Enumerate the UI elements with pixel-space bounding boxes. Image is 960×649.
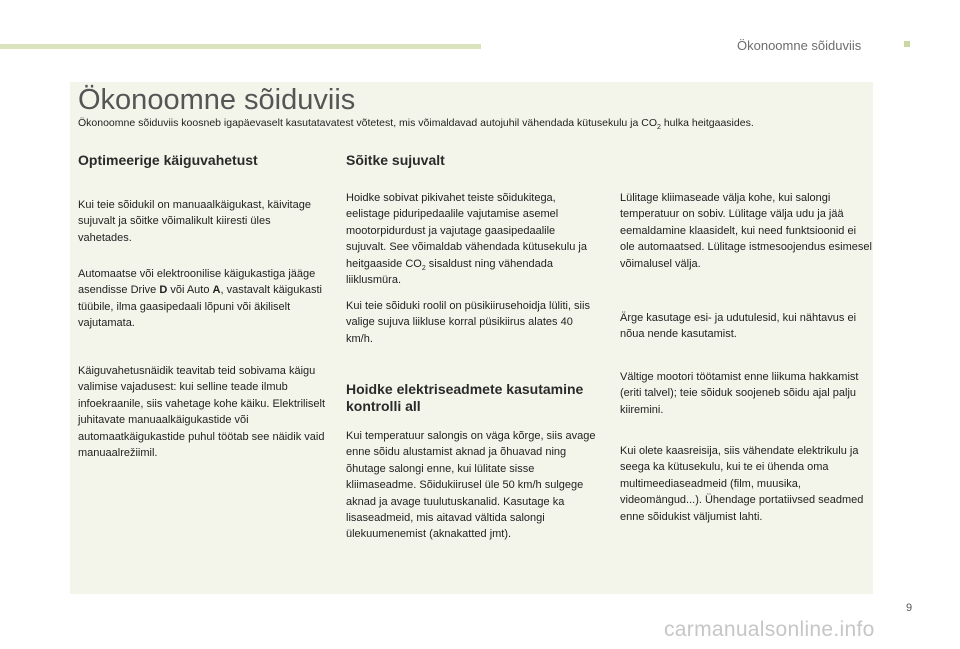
paragraph-passenger-devices: Kui olete kaasreisija, siis vähendate elektrikulu ja seega ka kütusekulu, kui te ei ühenda oma multimeediaseadmeid (film, muusika, videomängud...). Ühendage portatiivsed seadmed enne sõidukist väljumist lahti.: [620, 445, 864, 523]
heading-optimize-gear: Optimeerige käiguvahetust: [78, 152, 258, 168]
header-rule: [0, 44, 481, 49]
page-number: 9: [906, 602, 913, 614]
paragraph-air-conditioning: Lülitage kliimaseade välja kohe, kui salongi temperatuur on sobiv. Lülitage välja udu ja jää eemaldamine klaasidelt, kui need funktsioonid ei ole automaatsed. Lülitage istmesoojendus esimesel võimalusel välja.: [620, 192, 872, 270]
intro-text: Ökonoomne sõiduviis koosneb igapäevaselt kasutatavatest võtetest, mis võimaldavad autojuhil vähendada kütusekulu ja $CO_2$ hulka heitgaasides.: [78, 117, 754, 132]
heading-drive-smoothly: Sõitke sujuvalt: [346, 152, 445, 168]
paragraph-fog-lights: Ärge kasutage esi- ja udutulesid, kui nähtavus ei nõua nende kasutamist.: [620, 312, 857, 341]
page-title: Ökonoomne sõiduviis: [78, 84, 356, 116]
paragraph-cruise-control: Kui teie sõiduki roolil on püsikiirusehoidja lüliti, siis valige sujuva liikluse korral püsikiirus alates 40 km/h.: [346, 300, 590, 345]
paragraph-manual-gearbox: Kui teie sõidukil on manuaalkäigukast, käivitage sujuvalt ja sõitke võimalikult kiiresti üles vahetades.: [78, 199, 311, 244]
paragraph-automatic-gearbox: Automaatse või elektroonilise käigukastiga jääge asendisse Drive D või Auto A, vastavalt käigukasti tüübile, ilma gaasipedaali lõpuni või äkiliselt vajutamata.: [78, 268, 322, 330]
watermark: carmanualsonline.info: [664, 618, 875, 641]
paragraph-engine-idling: Vältige mootori töötamist enne liikuma hakkamist (eriti talvel); teie sõiduk soojeneb sõidu ajal palju kiiremini.: [620, 371, 859, 416]
paragraph-cabin-temperature: Kui temperatuur salongis on väga kõrge, siis avage enne sõidu alustamist aknad ja õhuavad ning õhutage salongi enne, kui lülitate sisse kliimaseadme. Sõidukiirusel üle 50 km/h sulgege aknad ja avage tuulutuskanalid. Kasutage ka lisaseadmeid, mis aitavad vältida salongi ülekuumenemist (aknakatted jmt).: [346, 430, 596, 541]
running-header: Ökonoomne sõiduviis: [737, 38, 862, 53]
paragraph-gear-indicator: Käiguvahetusnäidik teavitab teid sobivama käigu valimise vajadusest: kui selline teade ilmub infoekraanile, siis vahetage kohe käiku. Elektriliselt juhitavate manuaalkäigukastide või automaatkäigukastide puhul töötab see näidik vaid manuaalrežiimil.: [78, 365, 326, 460]
heading-electrical-equipment: Hoidke elektriseadmete kasutamine kontrolli all: [346, 381, 584, 414]
paragraph-following-distance: Hoidke sobivat pikivahet teiste sõidukitega, eelistage piduripedaalile vajutamise asemel mootorpidurdust ja vajutage gaasipedaalile sujuvalt. See võimaldab vähendada kütusekulu ja heitgaaside $CO_2$ sisaldust ning vähendada liiklusmüra.: [346, 192, 587, 287]
header-marker: [904, 41, 910, 47]
